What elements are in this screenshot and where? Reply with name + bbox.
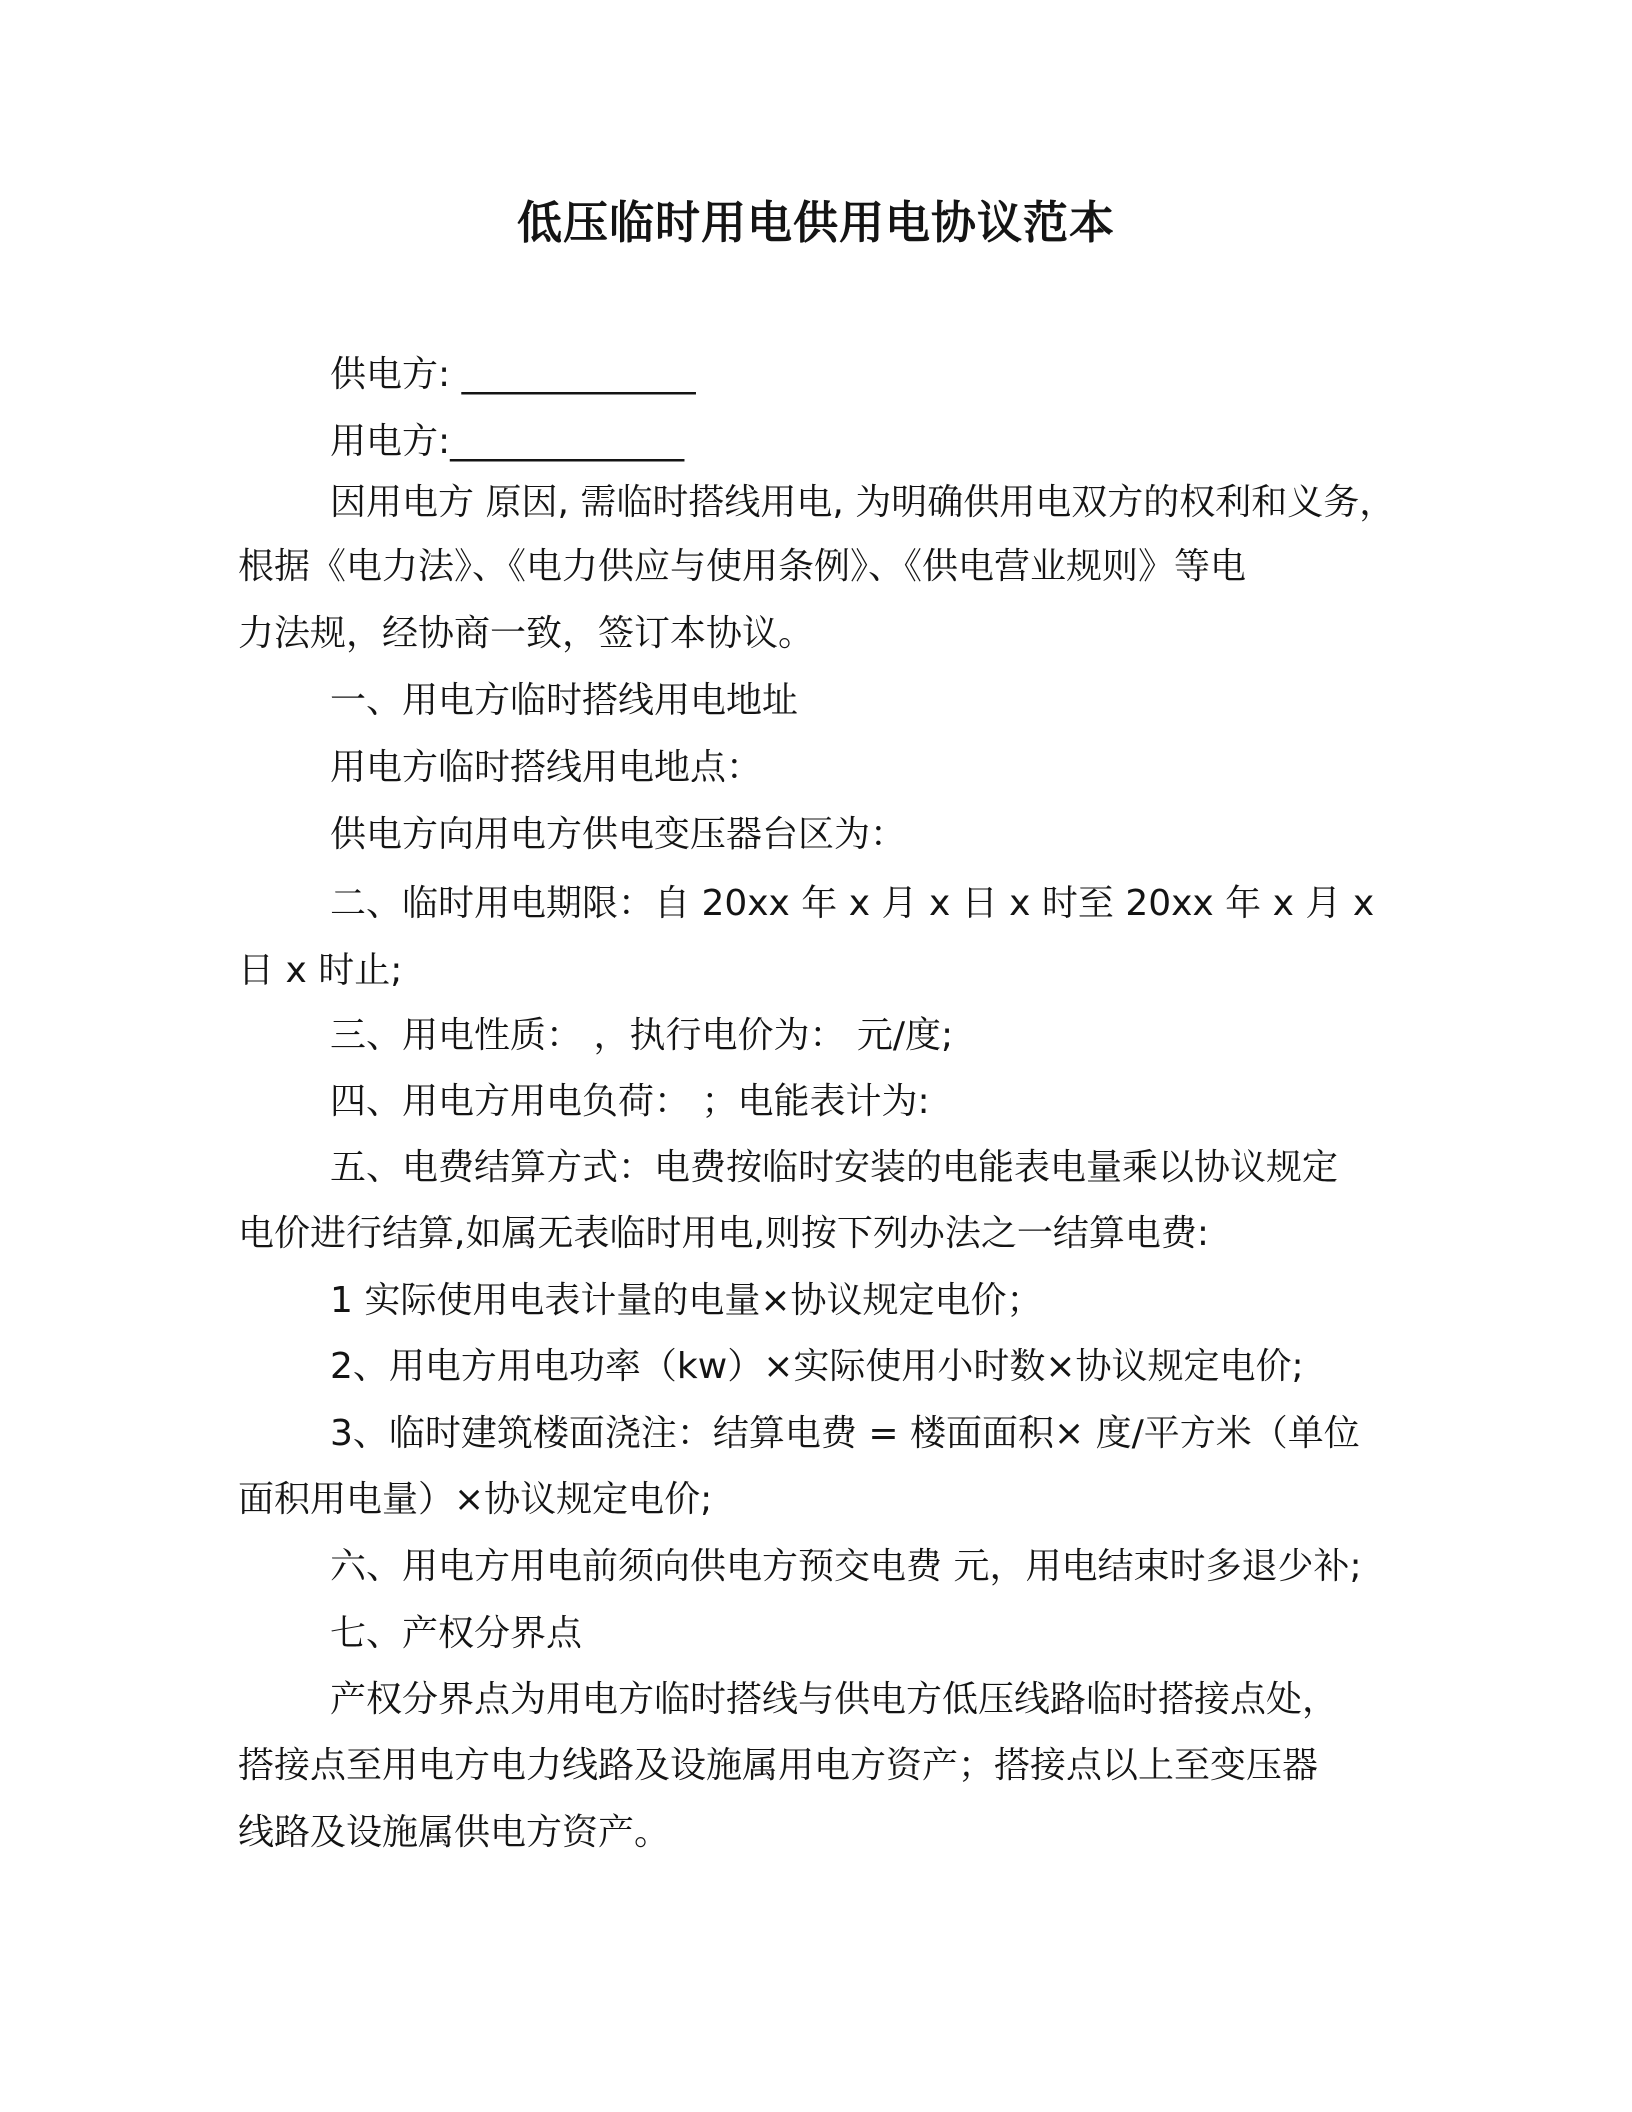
section-2-line-1: 二、临时用电期限：自 20xx 年 x 月 x 日 x 时至 20xx 年 x 月 x bbox=[330, 883, 1375, 924]
section-5-line-2: 电价进行结算,如属无表临时用电,则按下列办法之一结算电费: bbox=[238, 1213, 1210, 1254]
section-7-line-3: 线路及设施属供电方资产。 bbox=[238, 1812, 671, 1853]
consumer-field: 用电方:_____________ bbox=[330, 421, 685, 462]
section-5-line-1: 五、电费结算方式：电费按临时安装的电能表电量乘以协议规定 bbox=[330, 1147, 1339, 1188]
section-3: 三、用电性质： ，执行电价为： 元/度; bbox=[330, 1015, 954, 1056]
section-5-item-1: 1 实际使用电表计量的电量×协议规定电价； bbox=[330, 1280, 1043, 1321]
section-5-item-3-line-1: 3、临时建筑楼面浇注：结算电费 = 楼面面积× 度/平方米（单位 bbox=[330, 1413, 1360, 1454]
preamble-line-2: 根据《电力法》、《电力供应与使用条例》、《供电营业规则》等电 bbox=[238, 546, 1247, 587]
section-4: 四、用电方用电负荷： ；电能表计为: bbox=[330, 1081, 930, 1122]
section-7-line-1: 产权分界点为用电方临时搭线与供电方低压线路临时搭接点处， bbox=[330, 1679, 1339, 1720]
section-1-heading: 一、用电方临时搭线用电地址 bbox=[330, 680, 799, 721]
section-1-location: 用电方临时搭线用电地点： bbox=[330, 747, 763, 788]
section-5-item-3-line-2: 面积用电量）×协议规定电价; bbox=[238, 1479, 713, 1520]
section-6: 六、用电方用电前须向供电方预交电费 元，用电结束时多退少补; bbox=[330, 1546, 1362, 1587]
section-2-line-2: 日 x 时止; bbox=[238, 950, 403, 991]
section-7-line-2: 搭接点至用电方电力线路及设施属用电方资产；搭接点以上至变压器 bbox=[238, 1745, 1319, 1786]
preamble-line-1: 因用电方 原因, 需临时搭线用电, 为明确供用电双方的权利和义务， bbox=[330, 482, 1396, 523]
supplier-field: 供电方: _____________ bbox=[330, 354, 696, 395]
section-5-item-2: 2、用电方用电功率（kw）×实际使用小时数×协议规定电价; bbox=[330, 1346, 1304, 1387]
preamble-line-3: 力法规，经协商一致，签订本协议。 bbox=[238, 613, 815, 654]
document-title: 低压临时用电供用电协议范本 bbox=[516, 196, 1115, 249]
section-7-heading: 七、产权分界点 bbox=[330, 1613, 583, 1654]
section-1-transformer: 供电方向用电方供电变压器台区为： bbox=[330, 814, 907, 855]
